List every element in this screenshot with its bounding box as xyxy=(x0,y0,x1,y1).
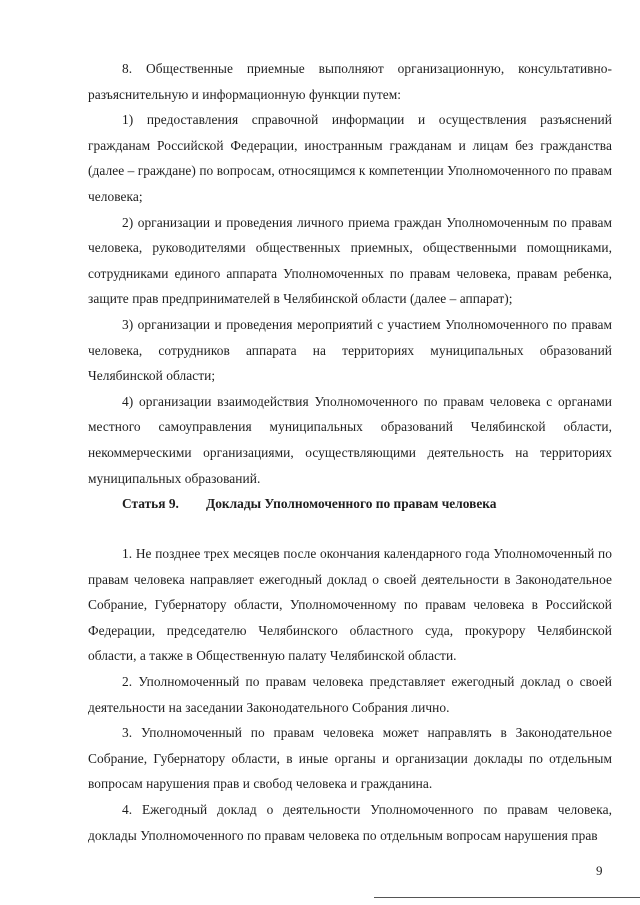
footer-divider xyxy=(374,897,640,898)
article-paragraph-2: 2. Уполномоченный по правам человека представляет ежегодный доклад о своей деятельности на заседании Законодательного Собрания лично. xyxy=(88,673,612,715)
paragraph-item-1: 1) предоставления справочной информации и осуществления разъяснений гражданам Российской Федерации, иностранным гражданам и лицам без гражданства (далее – граждане) по вопросам, относящимся к компетенции Уполномоченного по правам человека; xyxy=(88,112,612,204)
article-paragraph-1: 1. Не позднее трех месяцев после окончания календарного года Уполномоченный по правам человека направляет ежегодный доклад о своей деятельности в Законодательное Собрание, Губернатору области, Уполномоченному по правам человека в Российской Федерации, председателю Челябинского областного суда, прокурору Челябинской области, а также в Общественную палату Челябинской области. xyxy=(88,546,612,664)
paragraph-item-3: 3) организации и проведения мероприятий с участием Уполномоченного по правам человека, сотрудников аппарата на территориях муниципальных образований Челябинской области; xyxy=(88,316,612,384)
article-heading xyxy=(122,496,497,512)
article-paragraph-3: 3. Уполномоченный по правам человека может направлять в Законодательное Собрание, Губернатору области, в иные органы и организации доклады по отдельным вопросам нарушения прав и свобод человека и гражданина. xyxy=(88,725,612,792)
paragraph-8: 8. Общественные приемные выполняют организационную, консультативно-разъяснительную и информационную функции путем: xyxy=(88,61,612,102)
section-bottom-paragraphs xyxy=(88,541,612,848)
paragraph-item-2: 2) организации и проведения личного приема граждан Уполномоченным по правам человека, руководителями общественных приемных, общественными помощниками, сотрудниками единого аппарата Уполномоченных по правам человека, правам ребенка, защите прав предпринимателей в Челябинской области (далее – аппарат); xyxy=(88,214,612,307)
page-number: 9 xyxy=(596,863,603,878)
section-top-paragraphs xyxy=(88,56,612,491)
article-title: Доклады Уполномоченного по правам человека xyxy=(206,496,497,511)
article-number: Статья 9. xyxy=(122,496,179,511)
paragraph-item-4: 4) организации взаимодействия Уполномоченного по правам человека с органами местного самоуправления муниципальных образований Челябинской области, некоммерческими организациями, осуществляющими деятельность на территориях муниципальных образований. xyxy=(88,393,612,486)
article-paragraph-4: 4. Ежегодный доклад о деятельности Уполномоченного по правам человека, доклады Уполномоченного по правам человека по отдельным вопросам нарушения прав xyxy=(88,801,612,843)
